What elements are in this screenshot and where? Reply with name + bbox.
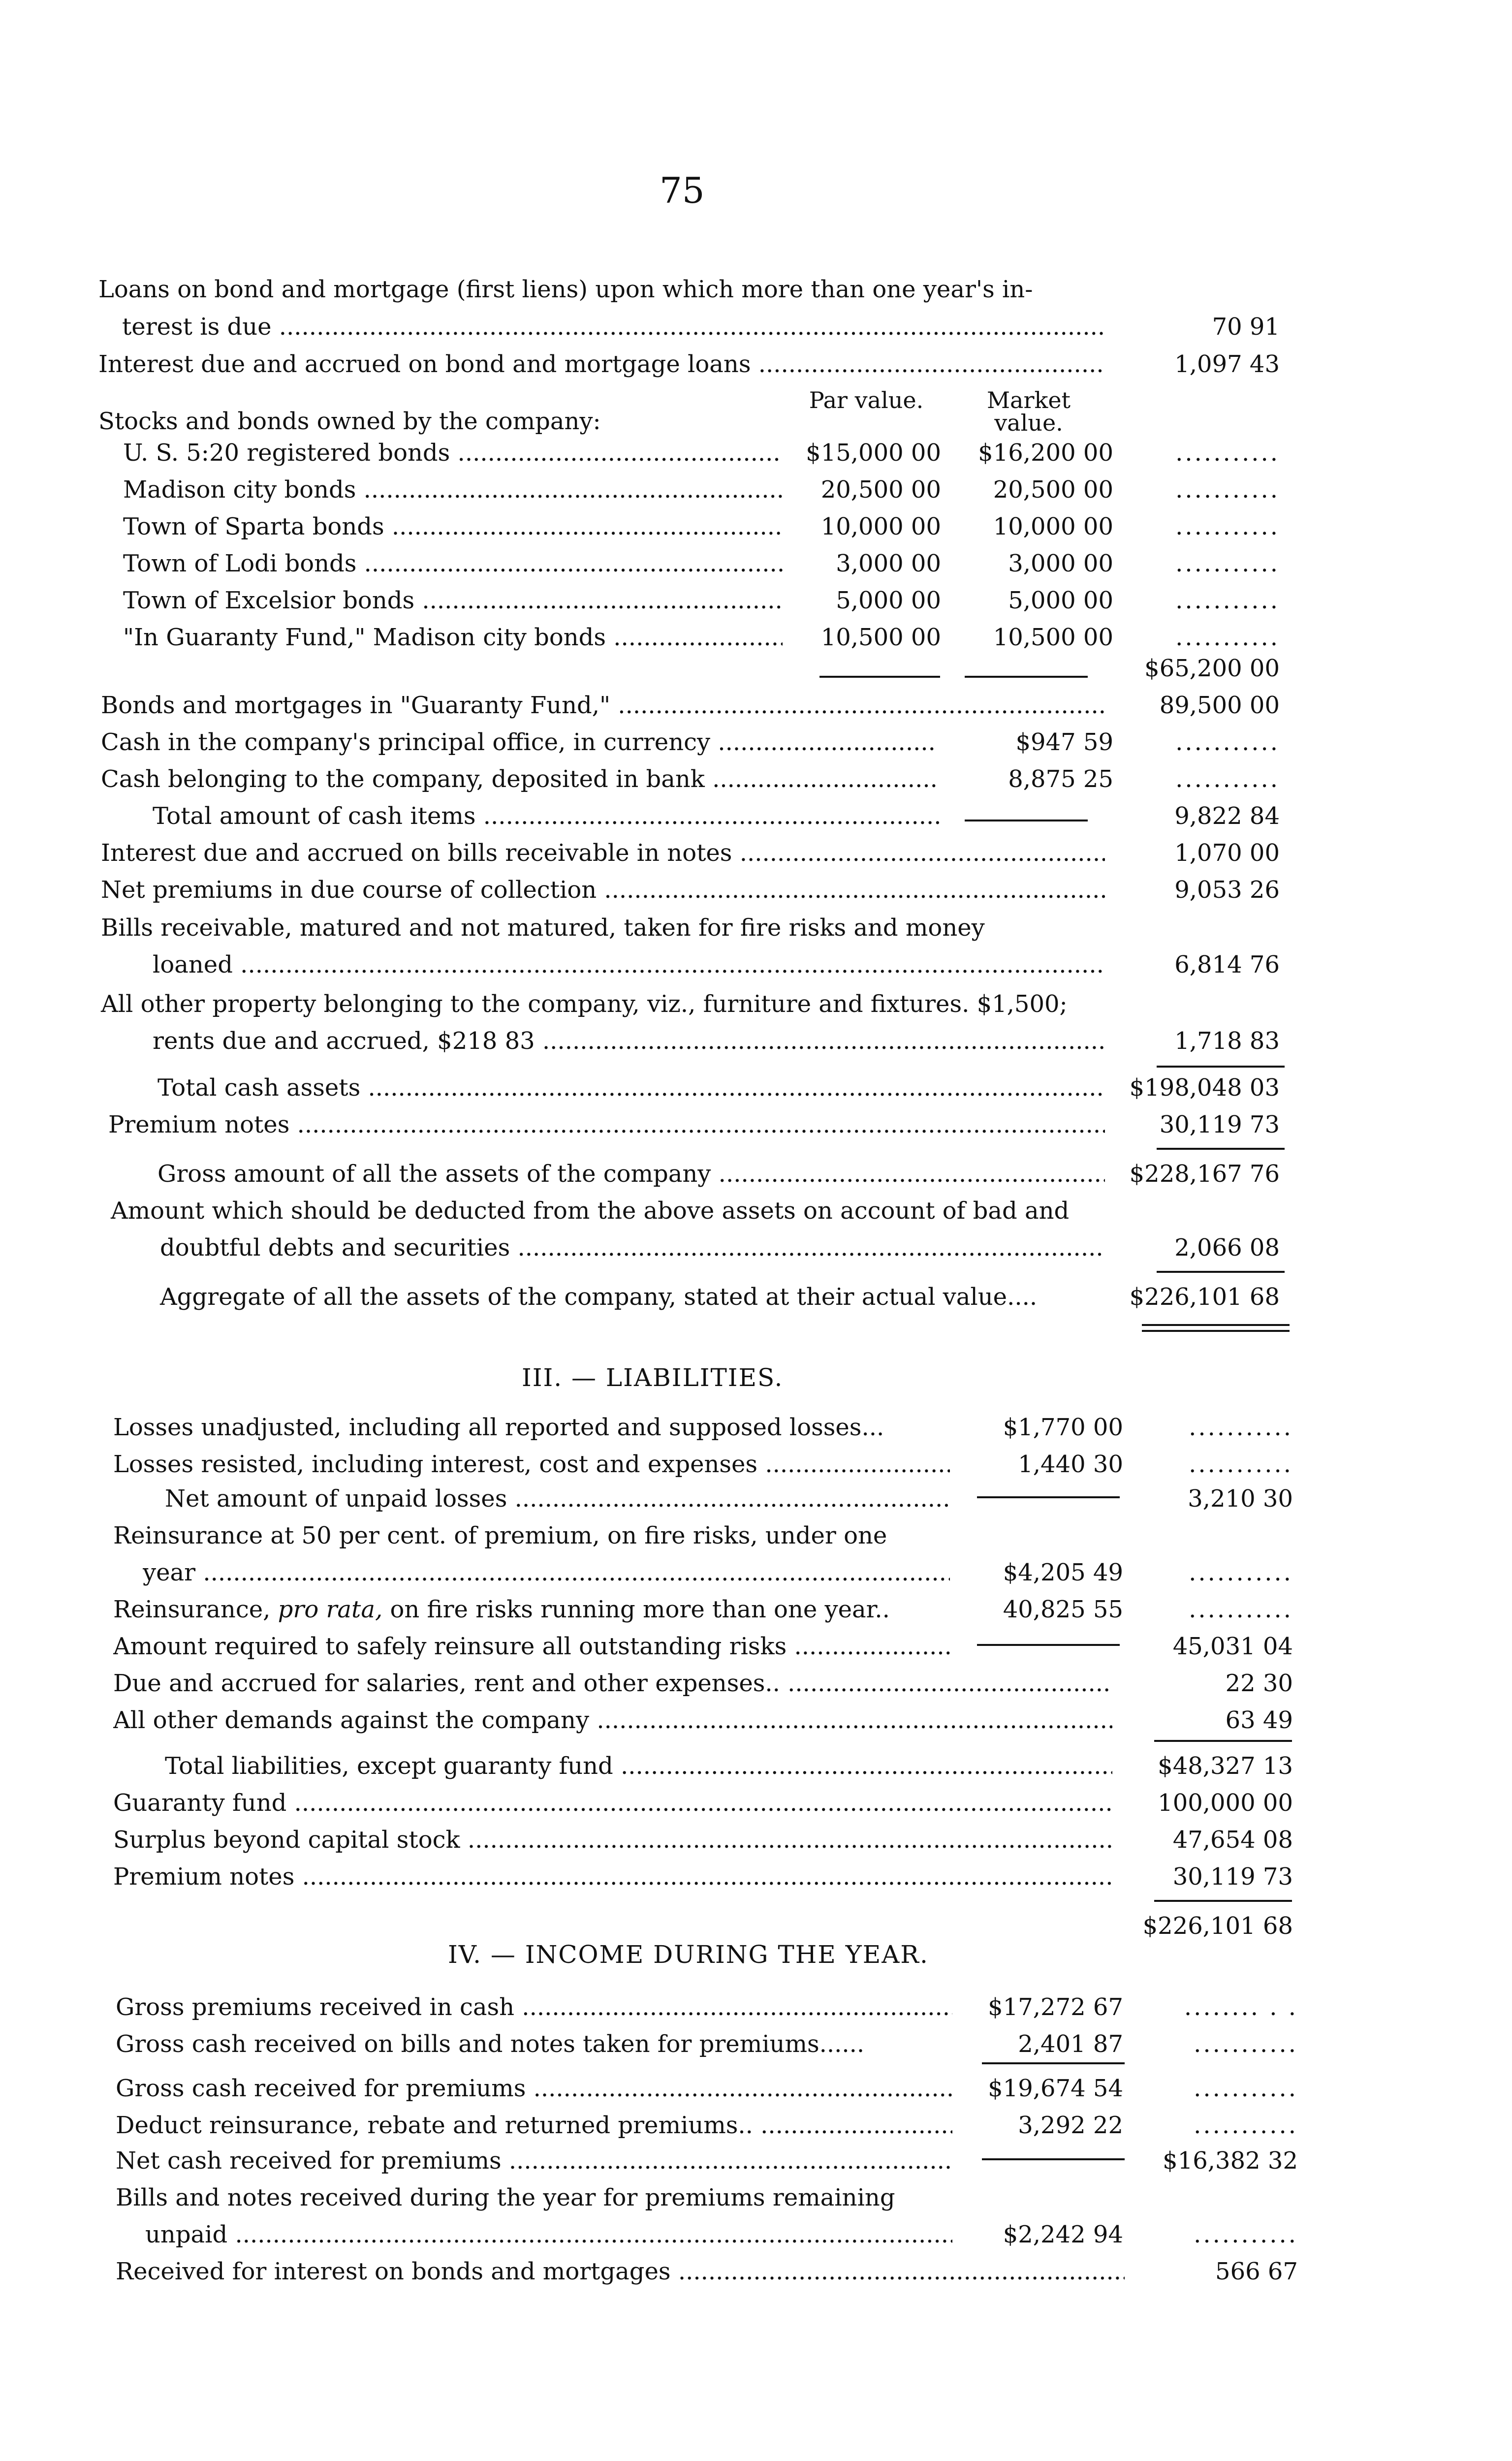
label: All other property belonging to the company, viz., furniture and fixtures. $1,500; (101, 990, 1068, 1018)
total: $48,327 13 (1158, 1752, 1293, 1780)
label: Loans on bond and mortgage (first liens) upon which more than one year's in- (98, 276, 1033, 303)
dots: ........... (1189, 1451, 1293, 1478)
loans-overdue-line1 (0, 276, 1512, 313)
bond-row (0, 513, 1512, 550)
total: $228,167 76 (1129, 1160, 1280, 1188)
total: $226,101 68 (1142, 1912, 1293, 1940)
dots: ........... (1194, 2075, 1298, 2102)
par: 5,000 00 (836, 587, 941, 614)
dots: ........... (1194, 2112, 1298, 2139)
interest-received-row (0, 2258, 1512, 2295)
label: Bills receivable, matured and not matured, taken for fire risks and money (101, 914, 985, 942)
reinsure-required-row (0, 1633, 1512, 1670)
label: Total cash assets ..... (158, 1074, 1105, 1102)
premium-notes-row (0, 1111, 1512, 1148)
income-heading: IV. — INCOME DURING THE YEAR. (448, 1940, 929, 1969)
dots: ........... (1175, 624, 1280, 651)
label: Bills and notes received during the year for premiums remaining (116, 2184, 895, 2211)
loans-overdue-line2 (0, 313, 1512, 350)
par-value-header: Par value. (809, 387, 924, 413)
label: Madison city bonds ..... (123, 476, 783, 504)
subtotal-rule (982, 2062, 1125, 2064)
market: 20,500 00 (993, 476, 1113, 504)
label: rents due and accrued, $218 83 ..... (153, 1027, 1105, 1055)
cash-total-row (0, 802, 1512, 840)
deduction-line1 (0, 1197, 1512, 1234)
gross-assets-row (0, 1160, 1512, 1198)
label-part: on fire risks running more than one year.. (390, 1596, 890, 1623)
label: Total liabilities, except guaranty fund ..... (165, 1752, 1112, 1780)
dots: ........... (1175, 550, 1280, 577)
label: Net premiums in due course of collection ..... (101, 876, 1105, 904)
total: 30,119 73 (1159, 1111, 1280, 1138)
salaries-row (0, 1670, 1512, 1707)
bond-row (0, 587, 1512, 624)
amount: 8,875 25 (1008, 765, 1113, 793)
par: 10,500 00 (820, 624, 941, 651)
guaranty-row (0, 1789, 1512, 1827)
bills-unpaid-line2 (0, 2221, 1512, 2258)
bills-receivable-line2 (0, 951, 1512, 988)
label: Town of Lodi bonds ..... (123, 550, 783, 577)
market: 10,500 00 (993, 624, 1113, 651)
amount: 1,440 30 (1018, 1451, 1123, 1478)
guaranty-fund-row (0, 692, 1512, 729)
label: All other demands against the company ..... (113, 1706, 1112, 1734)
label: Due and accrued for salaries, rent and other expenses.. ..... (113, 1670, 1112, 1697)
amount: 3,292 22 (1018, 2112, 1123, 2139)
total: 89,500 00 (1159, 692, 1280, 719)
cash-office-row (0, 728, 1512, 766)
total: 9,053 26 (1174, 876, 1280, 904)
subtotal-rule (1154, 1900, 1292, 1902)
label: U. S. 5:20 registered bonds ..... (123, 439, 783, 467)
label: Gross premiums received in cash ..... (116, 1993, 952, 2021)
amount: $947 59 (1015, 728, 1113, 756)
label: Received for interest on bonds and mortgages ..... (116, 2258, 1125, 2285)
subtotal-rule (1157, 1271, 1285, 1273)
market: 10,000 00 (993, 513, 1113, 540)
dots: ........ . . (1184, 1993, 1298, 2021)
label: Net amount of unpaid losses ..... (165, 1485, 952, 1513)
net-cash-row (0, 2147, 1512, 2184)
dots: ........... (1189, 1414, 1293, 1441)
label: loaned ..... (153, 951, 1105, 978)
label: Premium notes ..... (113, 1863, 1112, 1891)
par: 10,000 00 (820, 513, 941, 540)
par: 20,500 00 (820, 476, 941, 504)
total: 63 49 (1225, 1706, 1293, 1734)
double-rule (1142, 1330, 1290, 1332)
dots: ........... (1194, 2221, 1298, 2248)
losses-unadjusted-row (0, 1414, 1512, 1451)
net-premiums-row (0, 876, 1512, 914)
total: 70 91 (1212, 313, 1280, 341)
label: year ..... (143, 1559, 950, 1586)
gross-total-row (0, 2075, 1512, 2112)
label: Cash belonging to the company, deposited in bank ..... (101, 765, 938, 793)
label: Guaranty fund ..... (113, 1789, 1112, 1817)
total: 47,654 08 (1172, 1826, 1293, 1854)
label-italic: pro rata, (278, 1596, 383, 1623)
total-cash-assets-row (0, 1074, 1512, 1111)
liabilities-heading: III. — LIABILITIES. (522, 1363, 784, 1392)
label: Interest due and accrued on bills receivable in notes ..... (101, 839, 1105, 867)
bills-unpaid-line1 (0, 2184, 1512, 2221)
cash-bank-row (0, 765, 1512, 803)
total: 566 67 (1215, 2258, 1298, 2285)
bills-receivable-line1 (0, 914, 1512, 951)
market: 5,000 00 (1008, 587, 1113, 614)
gross-cash-row (0, 1993, 1512, 2031)
losses-resisted-row (0, 1451, 1512, 1488)
deduct-row (0, 2112, 1512, 2149)
label: Interest due and accrued on bond and mortgage loans ..... (98, 350, 1104, 378)
deduction-line2 (0, 1234, 1512, 1271)
amount: $19,674 54 (988, 2075, 1123, 2102)
total: 3,210 30 (1188, 1485, 1293, 1513)
surplus-row (0, 1826, 1512, 1863)
label: Gross cash received for premiums ..... (116, 2075, 952, 2102)
label: Amount required to safely reinsure all outstanding risks ..... (113, 1633, 950, 1660)
total: 1,070 00 (1174, 839, 1280, 867)
dots: ........... (1175, 765, 1280, 793)
dots: ........... (1175, 728, 1280, 756)
amount: $4,205 49 (1003, 1559, 1123, 1586)
bonds-total-row (0, 655, 1512, 692)
dots: ........... (1175, 513, 1280, 540)
label: Gross amount of all the assets of the company ..... (158, 1160, 1105, 1188)
interest-loans-row (0, 350, 1512, 388)
total: $198,048 03 (1129, 1074, 1280, 1102)
other-property-line1 (0, 990, 1512, 1028)
label: Total amount of cash items ..... (153, 802, 940, 830)
interest-bills-row (0, 839, 1512, 877)
total: 45,031 04 (1172, 1633, 1293, 1660)
label: Net cash received for premiums ..... (116, 2147, 952, 2175)
page-number: 75 (660, 170, 705, 211)
gross-bills-row (0, 2030, 1512, 2068)
label: Cash in the company's principal office, in currency ..... (101, 728, 938, 756)
total: $65,200 00 (1144, 655, 1280, 682)
total: 1,097 43 (1174, 350, 1280, 378)
dots: ........... (1194, 2030, 1298, 2058)
reinsurance-50-line1 (0, 1522, 1512, 1559)
aggregate-row (0, 1283, 1512, 1321)
net-unpaid-row (0, 1485, 1512, 1522)
label: Town of Sparta bonds ..... (123, 513, 783, 540)
market: $16,200 00 (978, 439, 1113, 467)
par: $15,000 00 (806, 439, 941, 467)
total: $16,382 32 (1163, 2147, 1298, 2175)
total: 1,718 83 (1174, 1027, 1280, 1055)
total: 6,814 76 (1174, 951, 1280, 978)
amount: 2,401 87 (1018, 2030, 1123, 2058)
label: Amount which should be deducted from the above assets on account of bad and (111, 1197, 1070, 1225)
amount: $1,770 00 (1003, 1414, 1123, 1441)
total: 9,822 84 (1174, 802, 1280, 830)
dots: ........... (1175, 476, 1280, 504)
total-liabilities-row (0, 1752, 1512, 1790)
amount: $17,272 67 (988, 1993, 1123, 2021)
bond-row (0, 476, 1512, 513)
label: Gross cash received on bills and notes taken for premiums...... (116, 2030, 865, 2058)
label: Surplus beyond capital stock ..... (113, 1826, 1112, 1854)
label: Bonds and mortgages in "Guaranty Fund," ..... (101, 692, 1105, 719)
premium-notes-row (0, 1863, 1512, 1900)
dots: ........... (1189, 1559, 1293, 1586)
label: Losses unadjusted, including all reported and supposed losses... (113, 1414, 884, 1441)
label: Town of Excelsior bonds ..... (123, 587, 783, 614)
label: Stocks and bonds owned by the company: (98, 408, 601, 435)
total: 22 30 (1225, 1670, 1293, 1697)
amount: 40,825 55 (1003, 1596, 1123, 1623)
bond-row (0, 439, 1512, 476)
label: Losses resisted, including interest, cost and expenses ..... (113, 1451, 950, 1478)
label: Reinsurance at 50 per cent. of premium, on fire risks, under one (113, 1522, 887, 1549)
label: "In Guaranty Fund," Madison city bonds ..... (123, 624, 783, 651)
total: 30,119 73 (1172, 1863, 1293, 1891)
par: 3,000 00 (836, 550, 941, 577)
other-property-line2 (0, 1027, 1512, 1065)
label: doubtful debts and securities ..... (160, 1234, 1105, 1262)
total: 2,066 08 (1174, 1234, 1280, 1262)
total: $226,101 68 (1129, 1283, 1280, 1311)
reinsurance-50-line2 (0, 1559, 1512, 1596)
market: 3,000 00 (1008, 550, 1113, 577)
reinsurance-pro-rata-row (0, 1596, 1512, 1633)
label: terest is due ..... (122, 313, 1104, 341)
label-part: Reinsurance, (113, 1596, 271, 1623)
total: 100,000 00 (1158, 1789, 1293, 1817)
label: Aggregate of all the assets of the company, stated at their actual value.... (160, 1283, 1038, 1311)
subtotal-rule (1157, 1066, 1285, 1068)
double-rule (1142, 1324, 1290, 1326)
dots: ........... (1189, 1596, 1293, 1623)
bond-row (0, 550, 1512, 587)
amount: $2,242 94 (1003, 2221, 1123, 2248)
other-demands-row (0, 1706, 1512, 1744)
dots: ........... (1175, 439, 1280, 467)
subtotal-rule (1154, 1740, 1292, 1742)
label: Deduct reinsurance, rebate and returned premiums.. ..... (116, 2112, 952, 2139)
label (113, 1596, 890, 1623)
subtotal-rule (1157, 1148, 1285, 1150)
label: unpaid ..... (145, 2221, 952, 2248)
market-value-header: Market value. (986, 387, 1071, 436)
label: Premium notes ..... (108, 1111, 1105, 1138)
dots: ........... (1175, 587, 1280, 614)
